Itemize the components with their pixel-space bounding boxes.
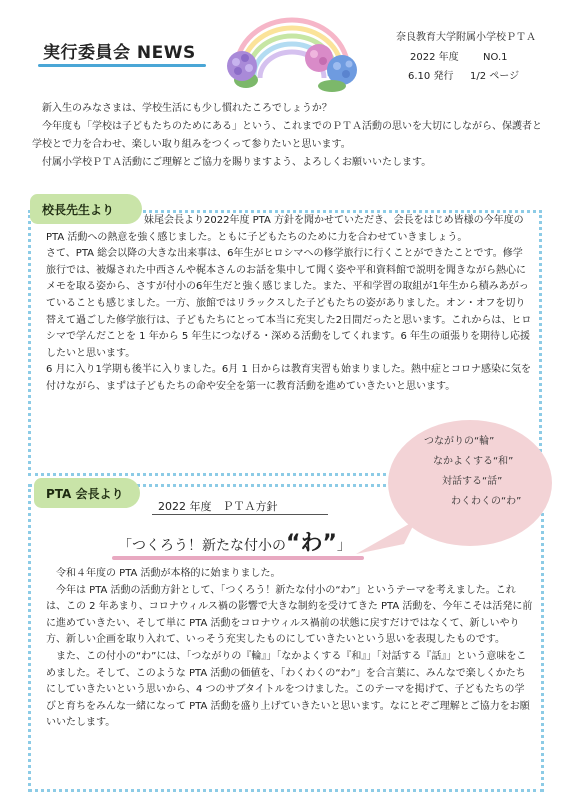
principal-paragraph: 6 月に入り1学期も後半に入りました。6月 1 日からは教育実習も始まりました。熱中症とコロナ感染に気を付けながら、まずは子どもたちの命や安全を第一に教育活動を進めていきたいと思います。 — [46, 364, 531, 392]
pta-paragraph: 今年は PTA 活動の活動方針として、「つくろう！新たな付小の“わ”」というテーマを考えました。これは、この 2 年あまり、コロナウィルス禍の影響で大きな制約を受けてきた PTA 活動を、今年こそは活発に前に進めていきたい、そして単に PTA 活動をコロナウィルス禍前の状態に戻すだけではなくて、新しいやり方、新しい企画を取り入れて、いっそう充実したものにしていきたいという思いを表現したものです。 — [46, 584, 533, 646]
slogan-close: 」 — [336, 538, 351, 554]
intro-paragraph: 今年度も「学校は子どもたちのためにある」という、これまでのＰＴＡ活動の思いを大切にしながら、保護者と学校とで力を合わせ、楽しい取り組みをつくって参りたいと思います。 — [32, 121, 542, 150]
bubble-line: 対話する“話” — [442, 476, 503, 487]
bubble-line: つながりの“輪” — [424, 436, 495, 447]
bubble-line: わくわくの“わ” — [451, 496, 522, 507]
pta-message — [46, 566, 534, 732]
intro-paragraph: 付属小学校ＰＴＡ活動にご理解とご協力を賜りますよう、よろしくお願いいたします。 — [42, 157, 432, 168]
principal-label: 校長先生より — [42, 203, 115, 217]
intro-paragraph: 新入生のみなさまは、学校生活にも少し慣れたころでしょうか？ — [42, 103, 332, 114]
newsletter-title: 実行委員会 NEWS — [43, 43, 196, 63]
issue-date: 6.10 発行 — [408, 71, 454, 82]
org-name: 奈良教育大学附属小学校ＰＴＡ — [396, 32, 536, 43]
pta-paragraph: また、この付小の“わ”には、「つながりの『輪』」「なかよくする『和』」「対話する『話』」という意味をこめました。そして、このような PTA 活動の価値を、「わくわくの“わ”」を合言葉に、みんなで楽しくかたちにしていきたいという思いから、4 つのサブタイトルをつけました。このテーマを掲げて、子どもたちの学びと育ちをみんな一緒になって PTA 活動を盛り上げていきたいと思います。なにとぞご理解とご協力をお願いいたします。 — [46, 650, 530, 729]
pta-paragraph: 令和４年度の PTA 活動が本格的に始まりました。 — [56, 568, 281, 579]
slogan-wa: “わ” — [286, 531, 337, 556]
slogan-text: 「つくろう！新たな付小の — [118, 538, 286, 554]
policy-heading: 2022 年度 ＰＴＡ方針 — [158, 500, 278, 513]
speech-bubble-tail — [356, 520, 416, 560]
intro-text — [32, 100, 548, 172]
principal-message — [46, 213, 532, 396]
slogan — [118, 526, 351, 557]
pta-label: PTA 会長より — [46, 487, 124, 501]
issue-number: NO.1 — [483, 52, 508, 63]
issue-year: 2022 年度 — [410, 52, 459, 63]
principal-paragraph: さて、PTA 総会以降の大きな出来事は、6年生がヒロシマへの修学旅行に行くことができたことです。修学旅行では、被爆された中西さんや梶本さんのお話を集中して聞く姿や平和資料館で説明を聞きながら熱心にメモを取る姿から、さすが付小の6年生だと強く感じました。また、平和学習の取組が1年生から積みあがっていることも感じました。一方、旅館ではリラックスした子どもたちの姿がありました。オン・オフを切り替えて過ごした修学旅行は、子どもたちにとって本当に充実した2日間だったと思います。これからは、ヒロシマで学んだことを 1 年から 5 年生につなげる・深める活動をしてくれます。6 年生の頑張りを期待し応援したいと思います。 — [46, 248, 532, 359]
policy-heading-underline — [152, 514, 328, 515]
principal-paragraph: 妹尾会長より2022年度 PTA 方針を聞かせていただき、会長をはじめ皆様の今年度の PTA 活動への熱意を強く感じました。ともに子どもたちのために力を合わせていきましょう。 — [46, 215, 524, 243]
rainbow-hydrangea-icon — [222, 10, 362, 94]
title-underline — [38, 64, 206, 67]
page-indicator: 1/2 ページ — [470, 71, 520, 82]
bubble-line: なかよくする“和” — [433, 456, 514, 467]
slogan-underline — [112, 556, 364, 560]
